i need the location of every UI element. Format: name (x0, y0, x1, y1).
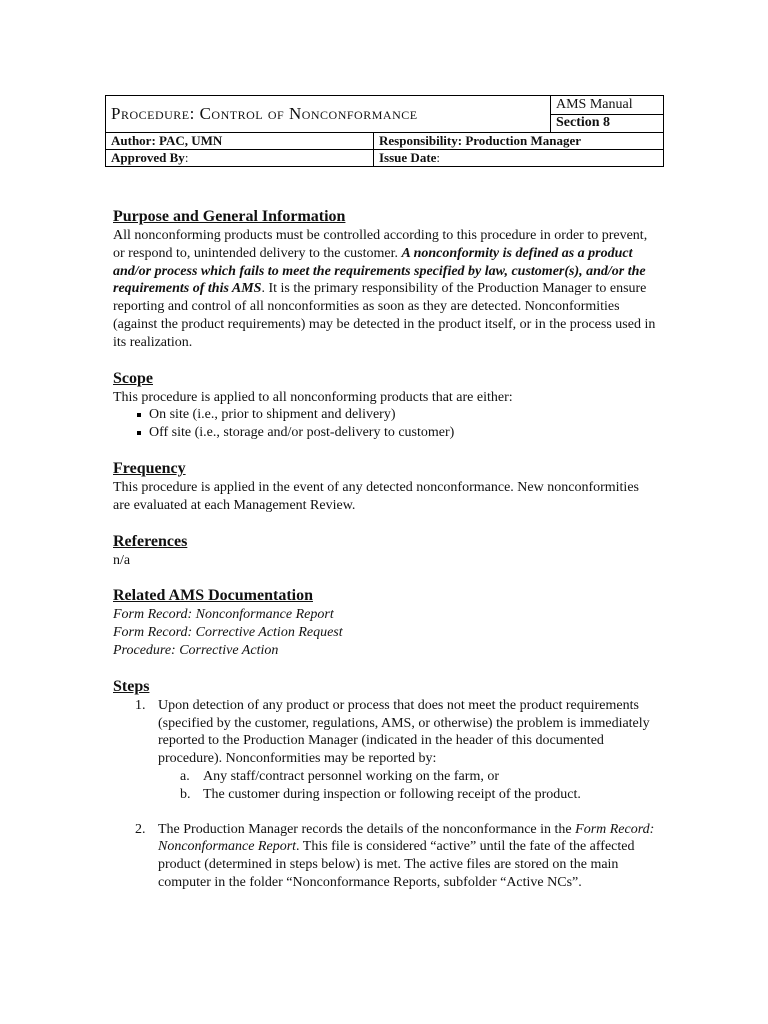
steps-list (113, 697, 658, 892)
document-body (113, 207, 658, 909)
scope-list (113, 406, 658, 442)
steps-section (113, 677, 658, 892)
list-item: Off site (i.e., storage and/or post-delivery to customer) (139, 424, 658, 442)
related-heading: Related AMS Documentation (113, 587, 313, 605)
ams-manual-label: AMS Manual (551, 96, 664, 115)
references-heading: References (113, 532, 188, 550)
step-text: The Production Manager records the details of the nonconformance in the Form Record: Nonconformance Report. This file is considered “active” until the fate of the affected product (determined in steps below) is met. The active files are stored on the main computer in the folder “Nonconformance Reports, subfolder “Active NCs”. (158, 821, 655, 890)
related-item: Form Record: Nonconformance Report (113, 607, 334, 623)
list-item: On site (i.e., prior to shipment and delivery) (139, 406, 658, 424)
purpose-text: All nonconforming products must be controlled according to this procedure in order to prevent, or respond to, unintended delivery to the customer. A nonconformity is defined as a product and/or process which fails to meet the requirements specified by law, customer(s), and/or the requirements of this AMS. It is the primary responsibility of the Production Manager to ensure reporting and control of all nonconformities as soon as they are detected. Nonconformities (against the product requirements) may be detected in the product itself, or in the process used in its realization. (113, 228, 656, 350)
scope-heading: Scope (113, 369, 153, 387)
sub-item: a. Any staff/contract personnel working on the farm, or (180, 768, 499, 784)
section-label: Section 8 (551, 114, 664, 133)
step-item (113, 697, 658, 804)
frequency-section (113, 459, 658, 515)
purpose-section (113, 207, 658, 352)
references-section (113, 532, 658, 570)
issue-date-cell: Issue Date: (374, 150, 664, 167)
step-number: 2. (135, 821, 146, 837)
approved-by-cell: Approved By: (106, 150, 374, 167)
frequency-text: This procedure is applied in the event of any detected nonconformance. New nonconformities are evaluated at each Management Review. (113, 479, 639, 513)
related-item: Procedure: Corrective Action (113, 642, 279, 658)
purpose-heading: Purpose and General Information (113, 208, 346, 225)
scope-section (113, 369, 658, 442)
frequency-heading: Frequency (113, 459, 186, 477)
related-item: Form Record: Corrective Action Request (113, 625, 343, 641)
author-cell: Author: PAC, UMN (106, 133, 374, 150)
header-table (105, 95, 664, 167)
scope-intro: This procedure is applied to all nonconforming products that are either: (113, 389, 513, 405)
references-text: n/a (113, 552, 131, 568)
related-section (113, 586, 658, 659)
sub-item: b. The customer during inspection or following receipt of the product. (180, 786, 581, 802)
step-number: 1. (135, 697, 146, 713)
steps-heading: Steps (113, 677, 150, 695)
responsibility-cell: Responsibility: Production Manager (374, 133, 664, 150)
step-item (113, 821, 658, 892)
procedure-title: Procedure: Control of Nonconformance (106, 96, 551, 133)
step-text: Upon detection of any product or process that does not meet the product requirements (specified by the customer, regulations, AMS, or otherwise) the problem is immediately reported to the Production Manager (indicated in the header of this documented procedure). Nonconformities may be reported by: (158, 697, 650, 767)
sub-list (158, 768, 658, 804)
